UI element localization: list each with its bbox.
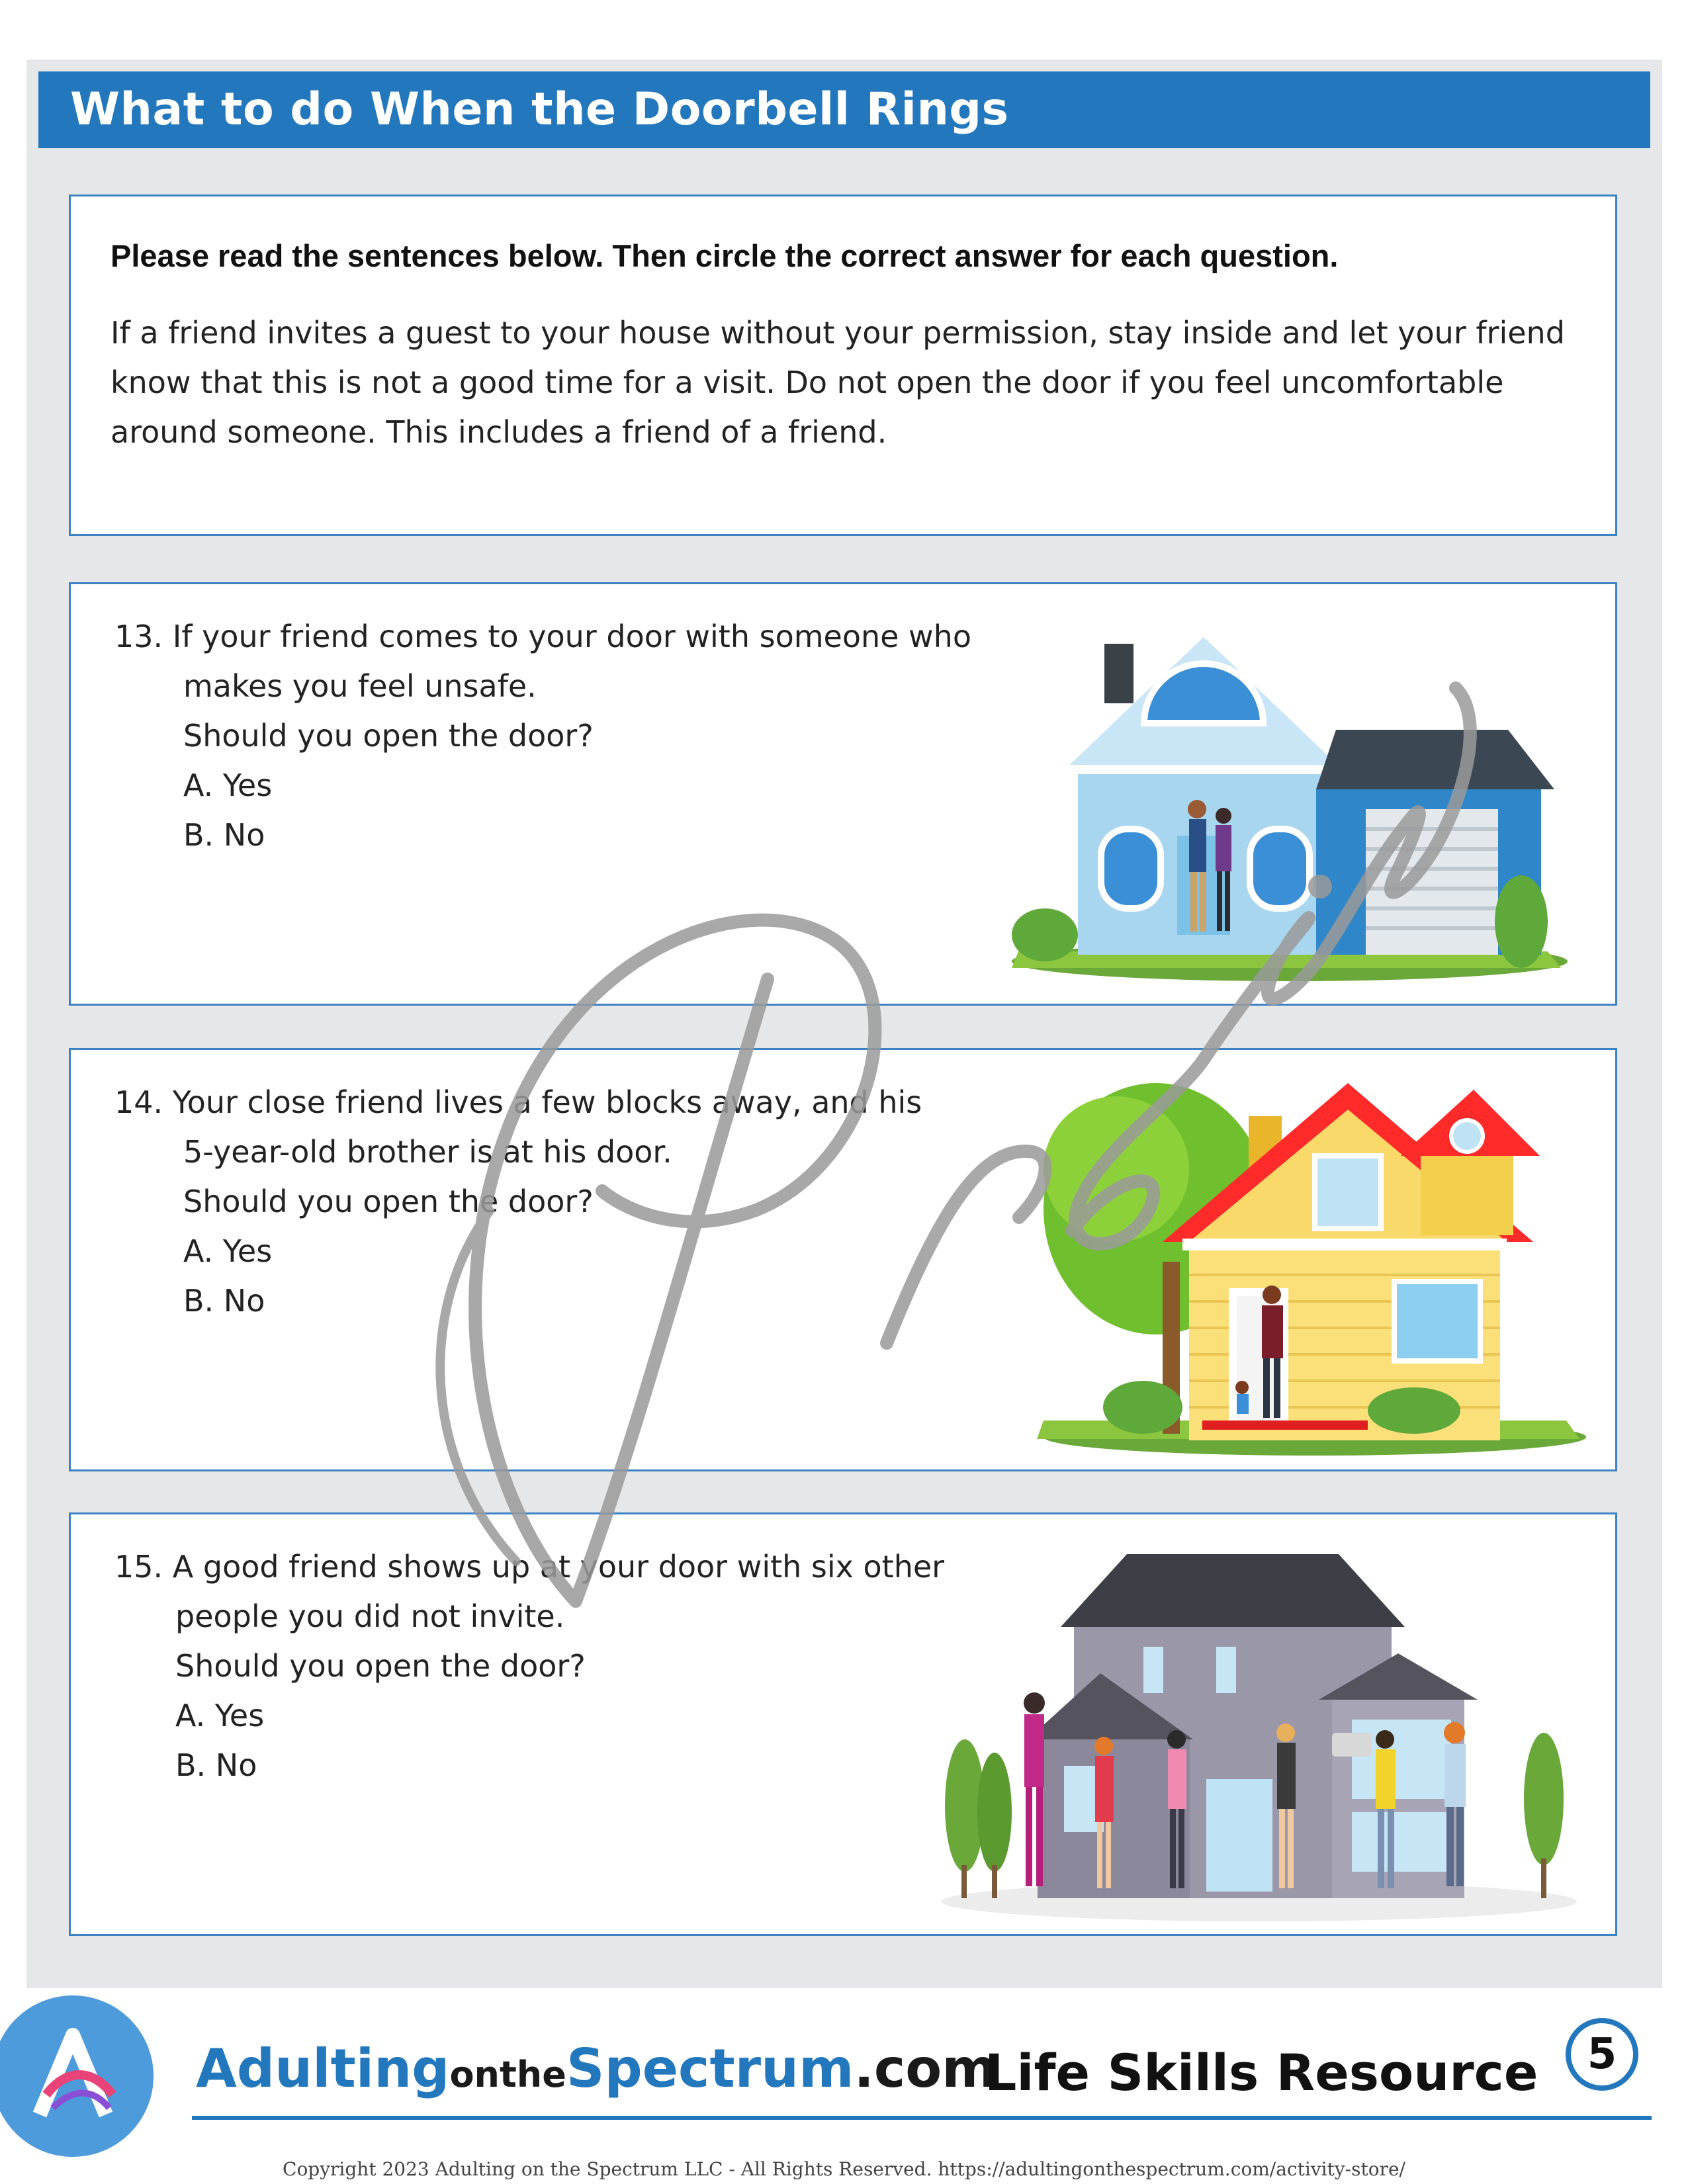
question-15-option-a[interactable]: A. Yes (175, 1698, 265, 1733)
question-14-box (69, 1048, 1617, 1471)
question-15-box (69, 1512, 1617, 1936)
page-number-badge: 5 (1566, 2018, 1638, 2091)
question-15-prompt: Should you open the door? (175, 1648, 586, 1684)
question-14-text (114, 1078, 922, 1326)
question-15-cont: people you did not invite. (175, 1598, 565, 1634)
gray-house-party-illustration (928, 1541, 1590, 1925)
instruction-text: Please read the sentences below. Then circle the correct answer for each question. (111, 238, 1339, 273)
question-13-option-b[interactable]: B. No (183, 817, 265, 853)
intro-line-3: around someone. This includes a friend of a friend. (111, 414, 887, 450)
question-13-cont: makes you feel unsafe. (183, 668, 537, 704)
question-13-box (69, 582, 1617, 1006)
footer-divider (192, 2116, 1652, 2120)
copyright-text: Copyright 2023 Adulting on the Spectrum LLC - All Rights Reserved. https://adultingonthespectrum.com/activity-store/ (283, 2158, 1405, 2180)
question-13-prompt: Should you open the door? (183, 718, 594, 754)
adulting-logo (0, 1995, 161, 2157)
intro-line-2: know that this is not a good time for a visit. Do not open the door if you feel uncomfortable (111, 365, 1504, 400)
brand-spectrum: Spectrum (566, 2038, 854, 2099)
question-13-option-a[interactable]: A. Yes (183, 767, 273, 803)
question-14-cont: 5-year-old brother is at his door. (183, 1134, 672, 1170)
intro-paragraph (111, 308, 1576, 457)
page-title: What to do When the Doorbell Rings (70, 83, 1009, 136)
instructions-box (69, 195, 1617, 536)
question-15-text (114, 1542, 944, 1790)
life-skills-resource-label: Life Skills Resource (985, 2043, 1538, 2102)
brand-wordmark (196, 2038, 997, 2099)
brand-adulting: Adulting (196, 2038, 450, 2099)
title-bar (38, 71, 1650, 148)
brand-onthe: onthe (449, 2054, 566, 2095)
yellow-house-illustration (1030, 1076, 1586, 1460)
question-13-text (114, 612, 971, 860)
intro-line-1: If a friend invites a guest to your house without your permission, stay inside and let your friend (111, 315, 1565, 351)
brand-dotcom: .com (854, 2038, 997, 2099)
question-15-option-b[interactable]: B. No (175, 1747, 257, 1783)
question-14-option-a[interactable]: A. Yes (183, 1233, 273, 1269)
question-14-option-b[interactable]: B. No (183, 1283, 265, 1319)
question-15-lead: 15. A good friend shows up at your door with six other (114, 1549, 945, 1585)
question-14-prompt: Should you open the door? (183, 1184, 594, 1219)
question-13-lead: 13. If your friend comes to your door with someone who (114, 619, 971, 654)
question-14-lead: 14. Your close friend lives a few blocks away, and his (114, 1084, 922, 1120)
blue-house-illustration (1005, 617, 1568, 988)
